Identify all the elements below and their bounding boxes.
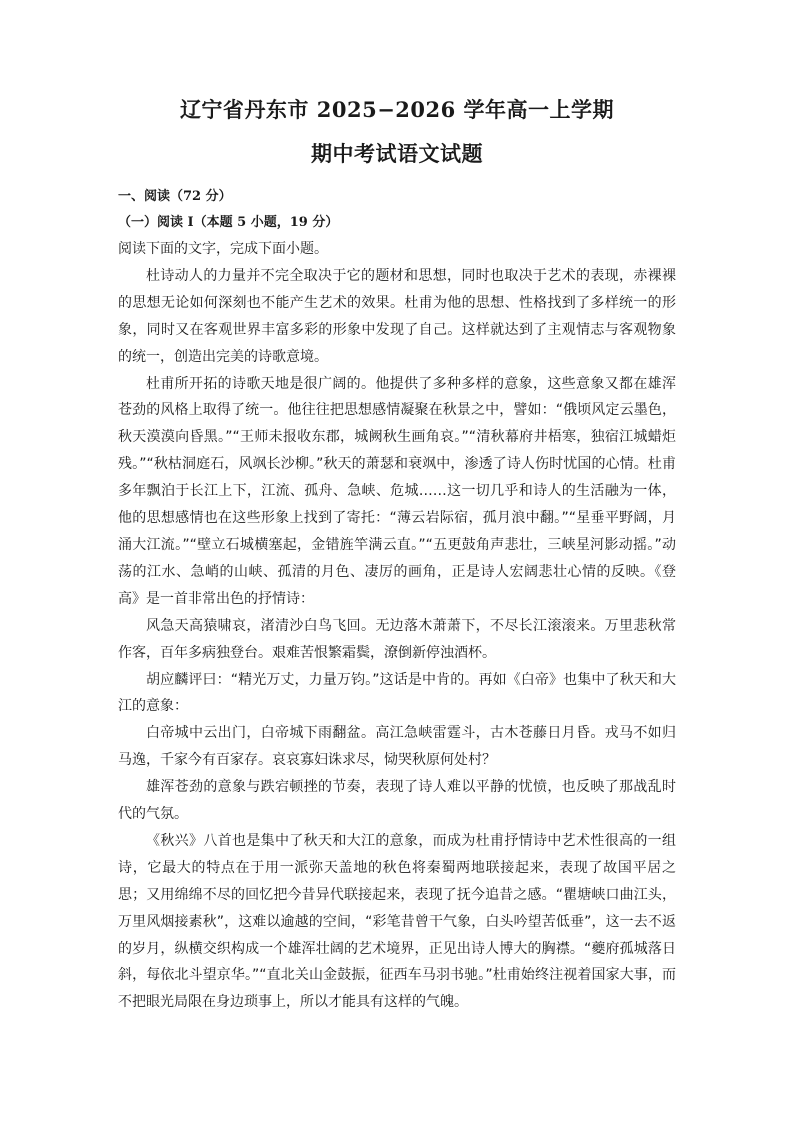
instruction-text: 阅读下面的文字，完成下面小题。	[118, 241, 328, 257]
document-title-line1: 辽宁省丹东市 2025−2026 学年高一上学期	[179, 97, 615, 122]
document-title-line2: 期中考试语文试题	[311, 141, 483, 166]
subsection-heading: （一）阅读 I（本题 5 小题，19 分）	[118, 215, 339, 230]
poem-baidi: 白帝城中云出门，白帝城下雨翻盆。高江急峡雷霆斗，古木苍藤日月昏。戎马不如归马逸，千家今有百家存。哀哀寡妇诛求尽，恸哭秋原何处村？	[118, 725, 676, 769]
paragraph-1: 杜诗动人的力量并不完全取决于它的题材和思想，同时也取决于艺术的表现，赤裸裸的思想无论如何深刻也不能产生艺术的效果。杜甫为他的思想、性格找到了多样统一的形象，同时又在客观世界丰富多彩的形象中发现了自己。这样就达到了主观情志与客观物象的统一，创造出完美的诗歌意境。	[118, 267, 676, 365]
paragraph-2: 杜甫所开拓的诗歌天地是很广阔的。他提供了多种多样的意象，这些意象又都在雄浑苍劲的风格上取得了统一。他往往把思想感情凝聚在秋景之中，譬如：“俄顷风定云墨色，秋天漠漠向昏黑。”“王师未报收东郡，城阙秋生画角哀。”“清秋幕府井梧寒，独宿江城蜡炬残。”“秋枯洞庭石，风飒长沙柳。”秋天的萧瑟和衰飒中，渗透了诗人伤时忧国的心情。杜甫多年飘泊于长江上下，江流、孤舟、急峡、危城……这一切几乎和诗人的生活融为一体，他的思想感情也在这些形象上找到了寄托：“薄云岩际宿，孤月浪中翻。”“星垂平野阔，月涌大江流。”“壁立石城横塞起，金错旌竿满云直。”“五更鼓角声悲壮，三峡星河影动摇。”动荡的江水、急峭的山峡、孤清的月色、凄厉的画角，正是诗人宏阔悲壮心情的反映。《登高》是一首非常出色的抒情诗：	[118, 375, 676, 607]
paragraph-3: 胡应麟评曰：“精光万丈，力量万钧。”这话是中肯的。再如《白帝》也集中了秋天和大江的意象：	[118, 671, 676, 715]
section-heading: 一、阅读（72 分）	[118, 189, 232, 204]
poem-denggao: 风急天高猿啸哀，渚清沙白鸟飞回。无边落木萧萧下，不尽长江滚滚来。万里悲秋常作客，百年多病独登台。艰难苦恨繁霜鬓，潦倒新停浊酒杯。	[118, 617, 676, 661]
paragraph-5: 《秋兴》八首也是集中了秋天和大江的意象，而成为杜甫抒情诗中艺术性很高的一组诗，它最大的特点在于用一派弥天盖地的秋色将秦蜀两地联接起来，表现了故国平居之思；又用绵绵不尽的回忆把今昔异代联接起来，表现了抚今追昔之感。“瞿塘峡口曲江头，万里风烟接素秋”，这难以逾越的空间，“彩笔昔曾干气象，白头吟望苦低垂”，这一去不返的岁月，纵横交织构成一个雄浑壮阔的艺术境界，正见出诗人博大的胸襟。“夔府孤城落日斜，每依北斗望京华。”“直北关山金鼓振，征西车马羽书驰。”杜甫始终注视着国家大事，而不把眼光局限在身边琐事上，所以才能具有这样的气魄。	[118, 832, 676, 1011]
paragraph-4: 雄浑苍劲的意象与跌宕顿挫的节奏，表现了诗人难以平静的忧愤，也反映了那战乱时代的气氛。	[118, 779, 676, 823]
